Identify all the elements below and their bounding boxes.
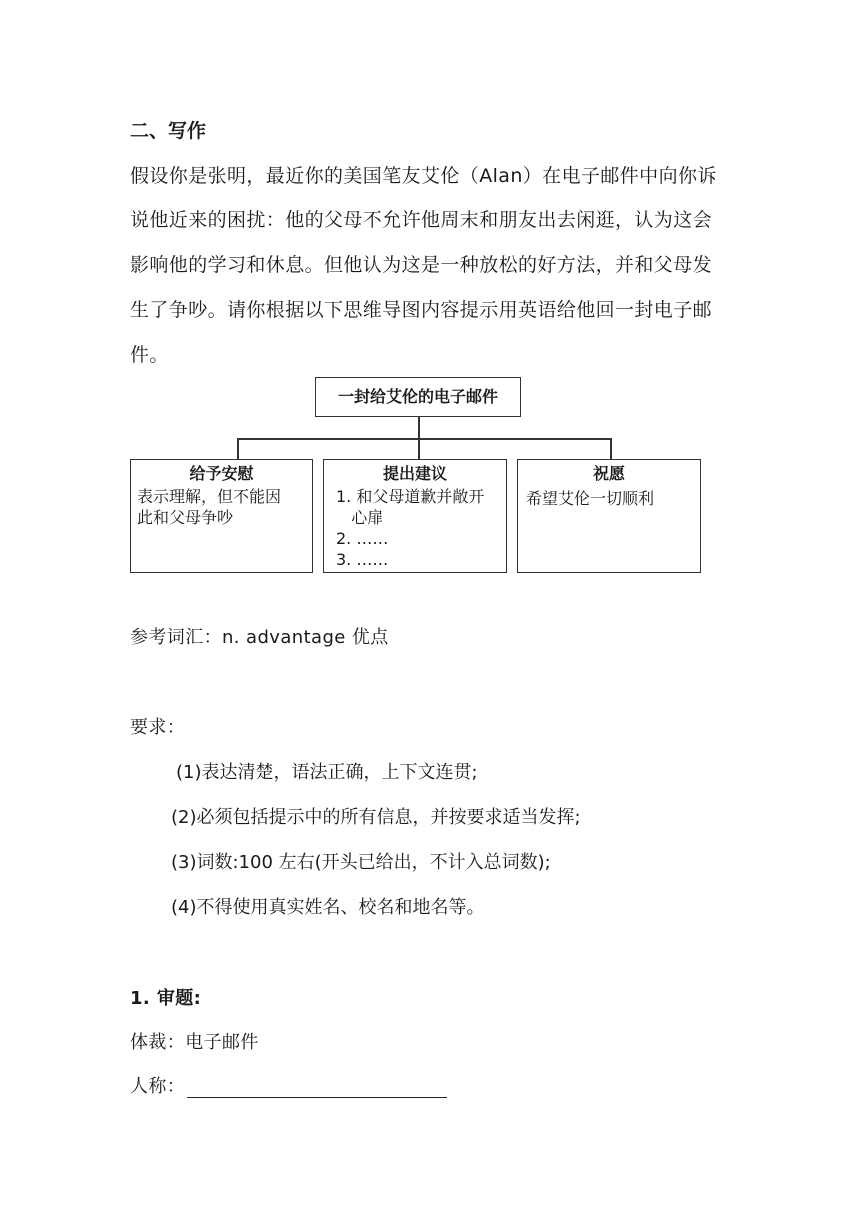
prompt-line: 件。 — [130, 344, 169, 366]
mind-map-branch-wishes — [517, 459, 701, 573]
requirements-label: 要求： — [130, 717, 186, 738]
analysis-heading: 1. 审题: — [130, 988, 202, 1009]
branch-text: 此和父母争吵 — [137, 508, 234, 527]
connector-line — [237, 438, 239, 459]
requirement-item: (3)词数:100 左右(开头已给出，不计入总词数); — [171, 852, 551, 873]
connector-line — [418, 438, 420, 459]
branch-title: 给予安慰 — [189, 464, 254, 483]
prompt-line: 影响他的学习和休息。但他认为这是一种放松的好方法，并和父母发 — [130, 254, 713, 276]
branch-text: 表示理解，但不能因 — [137, 487, 282, 506]
prompt-line: 假设你是张明，最近你的美国笔友艾伦（Alan）在电子邮件中向你诉 — [130, 165, 717, 187]
mind-map-branch-advice — [323, 459, 507, 573]
requirement-item: (4)不得使用真实姓名、校名和地名等。 — [171, 897, 485, 918]
branch-text: 1. 和父母道歉并敞开 — [336, 487, 485, 506]
branch-title: 提出建议 — [382, 464, 447, 483]
branch-text: 3. …… — [336, 550, 389, 569]
prompt-line: 说他近来的困扰：他的父母不允许他周末和朋友出去闲逛，认为这会 — [130, 209, 713, 231]
branch-text: 2. …… — [336, 529, 389, 548]
branch-text: 希望艾伦一切顺利 — [526, 489, 655, 508]
mind-map-root: 一封给艾伦的电子邮件 — [315, 377, 521, 417]
connector-line — [237, 438, 611, 440]
branch-text: 心扉 — [336, 508, 384, 527]
requirement-item: (2)必须包括提示中的所有信息，并按要求适当发挥; — [171, 807, 581, 828]
connector-line — [418, 417, 420, 439]
requirement-item: (1)表达清楚，语法正确，上下文连贯; — [176, 762, 478, 783]
person-answer-blank[interactable] — [187, 1077, 447, 1098]
prompt-line: 生了争吵。请你根据以下思维导图内容提示用英语给他回一封电子邮 — [130, 299, 713, 321]
person-label: 人称： — [130, 1076, 186, 1097]
section-title: 二、写作 — [130, 120, 207, 142]
vocab-reference: 参考词汇：n. advantage 优点 — [130, 627, 389, 648]
person-line — [130, 1072, 447, 1098]
branch-title: 祝愿 — [592, 464, 625, 483]
connector-line — [610, 438, 612, 459]
genre-line: 体裁：电子邮件 — [130, 1032, 259, 1053]
mind-map-branch-comfort — [130, 459, 313, 573]
